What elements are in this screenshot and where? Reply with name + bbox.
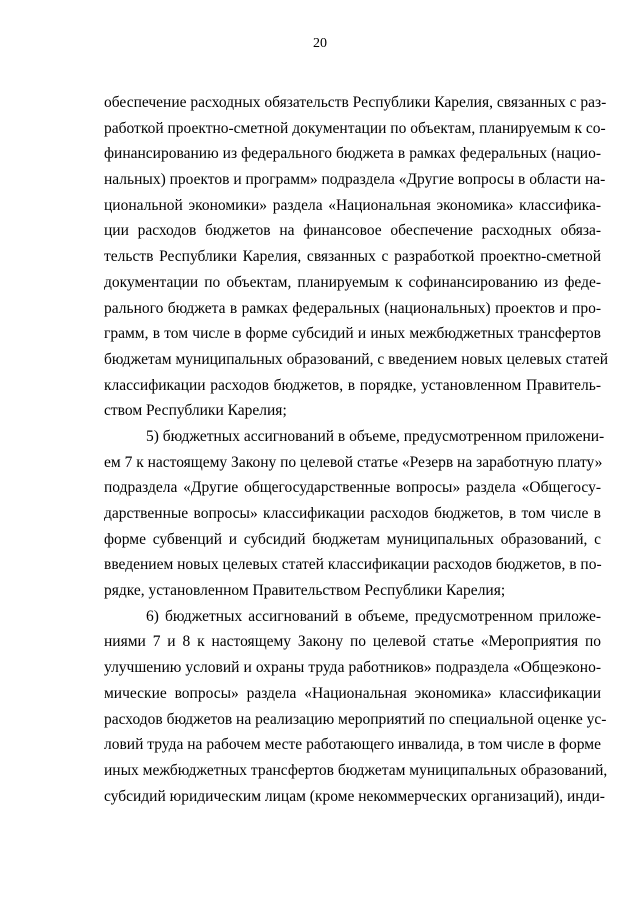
text-line: улучшению условий и охраны труда работников» подраздела «Общеэконо-: [104, 659, 601, 677]
text-line: рального бюджета в рамках федеральных (национальных) проектов и про-: [104, 299, 601, 317]
text-line: подраздела «Другие общегосударственные вопросы» раздела «Общегосу-: [104, 479, 601, 497]
page-number: 20: [313, 36, 327, 51]
text-line: расходов бюджетов на реализацию мероприятий по специальной оценке ус-: [104, 710, 607, 728]
text-line: нальных) проектов и программ» подраздела «Другие вопросы в области на-: [104, 171, 606, 189]
text-line: ством Республики Карелия;: [104, 402, 287, 420]
document-body: [104, 90, 609, 809]
text-line: циональной экономики» раздела «Национальная экономика» классифика-: [104, 196, 601, 214]
text-line: ниями 7 и 8 к настоящему Закону по целевой статье «Мероприятия по: [104, 633, 601, 651]
text-line: субсидий юридическим лицам (кроме некоммерческих организаций), инди-: [104, 787, 605, 805]
text-line: финансированию из федерального бюджета в рамках федеральных (нацио-: [104, 145, 601, 163]
text-line: 5) бюджетных ассигнований в объеме, предусмотренном приложени-: [146, 427, 605, 445]
text-line: работкой проектно-сметной документации по объектам, планируемым к со-: [104, 119, 606, 137]
text-line: ем 7 к настоящему Закону по целевой статье «Резерв на заработную плату»: [104, 453, 603, 471]
text-line: ловий труда на рабочем месте работающего инвалида, в том числе в форме: [104, 736, 601, 754]
text-line: документации по объектам, планируемым к софинансированию из феде-: [104, 273, 601, 291]
text-line: дарственные вопросы» классификации расходов бюджетов, в том числе в: [104, 505, 601, 522]
text-line: введением новых целевых статей классификации расходов бюджетов, в по-: [104, 556, 602, 574]
text-line: ции расходов бюджетов на финансовое обеспечение расходных обяза-: [104, 222, 601, 240]
text-line: грамм, в том числе в форме субсидий и иных межбюджетных трансфертов: [104, 325, 601, 343]
text-line: форме субвенций и субсидий бюджетам муниципальных образований, с: [104, 530, 601, 548]
text-line: иных межбюджетных трансфертов бюджетам муниципальных образований,: [104, 761, 608, 779]
text-line: тельств Республики Карелия, связанных с разработкой проектно-сметной: [104, 248, 601, 266]
text-line: бюджетам муниципальных образований, с введением новых целевых статей: [104, 350, 609, 368]
text-line: обеспечение расходных обязательств Республики Карелия, связанных с раз-: [104, 94, 607, 111]
text-line: рядке, установленном Правительством Республики Карелия;: [104, 582, 506, 600]
text-line: 6) бюджетных ассигнований в объеме, предусмотренном приложе-: [146, 607, 601, 625]
text-line: мические вопросы» раздела «Национальная экономика» классификации: [104, 684, 601, 702]
text-line: классификации расходов бюджетов, в порядке, установленном Правитель-: [104, 376, 601, 394]
